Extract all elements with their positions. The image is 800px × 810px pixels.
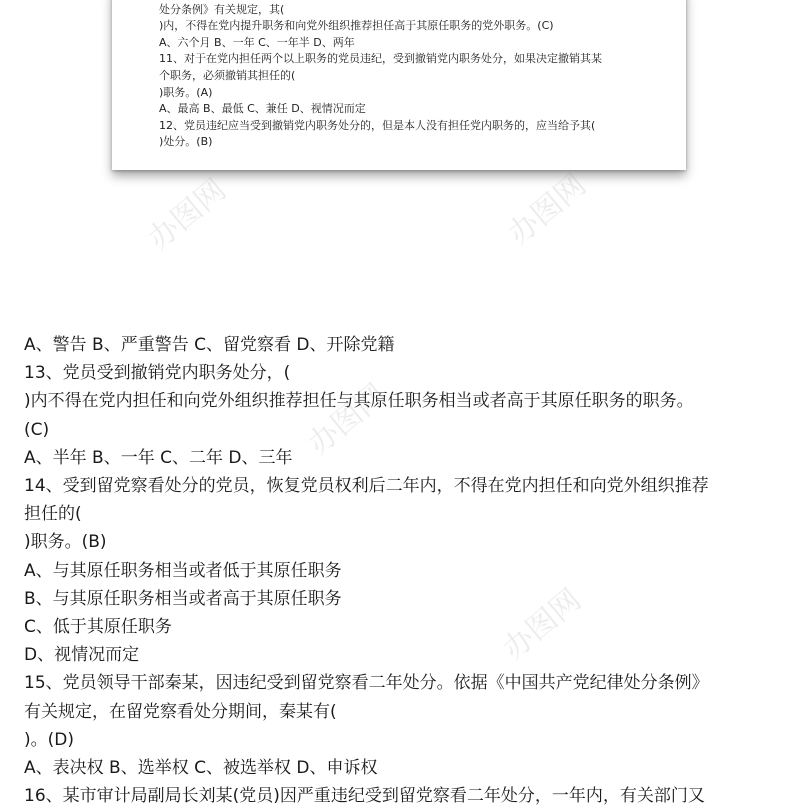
watermark: 办图网 (141, 172, 233, 258)
card-line: A、最高 B、最低 C、兼任 D、视情况而定 (159, 102, 366, 116)
document-preview-card (112, 0, 686, 170)
card-line: 11、对于在党内担任两个以上职务的党员违纪，受到撤销党内职务处分，如果决定撤销其某 (159, 52, 602, 66)
body-line: )内不得在党内担任和向党外组织推荐担任与其原任职务相当或者高于其原任职务的职务。 (24, 391, 694, 412)
body-line: )职务。(B) (24, 532, 107, 553)
body-line: D、视情况而定 (24, 645, 140, 666)
body-line: 担任的( (24, 504, 82, 525)
body-line: C、低于其原任职务 (24, 617, 172, 638)
body-line: 16、某市审计局副局长刘某(党员)因严重违纪受到留党察看二年处分，一年内，有关部门又 (24, 786, 705, 807)
document-body (24, 331, 786, 810)
body-line: A、警告 B、严重警告 C、留党察看 D、开除党籍 (24, 335, 395, 355)
card-line: 处分条例》有关规定，其( (159, 2, 285, 16)
body-line: B、与其原任职务相当或者高于其原任职务 (24, 588, 342, 609)
body-line: 15、党员领导干部秦某，因违纪受到留党察看二年处分。依据《中国共产党纪律处分条例》 (24, 673, 709, 694)
card-line: 个职务，必须撤销其担任的( (159, 68, 296, 82)
card-line: A、六个月 B、一年 C、一年半 D、两年 (159, 35, 355, 49)
body-line: 13、党员受到撤销党内职务处分，( (24, 363, 291, 384)
body-line: A、半年 B、一年 C、二年 D、三年 (24, 447, 293, 468)
card-text (159, 0, 666, 151)
body-line: )。(D) (24, 729, 74, 750)
body-line: A、表决权 B、选举权 C、被选举权 D、申诉权 (24, 758, 378, 779)
card-line: )处分。(B) (159, 135, 213, 149)
watermark: 办图网 (501, 167, 593, 253)
card-line: 12、党员违纪应当受到撤销党内职务处分的，但是本人没有担任党内职务的，应当给予其( (159, 118, 596, 132)
body-line: A、与其原任职务相当或者低于其原任职务 (24, 560, 342, 581)
watermark: 办图网 (301, 377, 393, 463)
body-line: 有关规定，在留党察看处分期间，秦某有( (24, 701, 337, 722)
body-line: 14、受到留党察看处分的党员，恢复党员权利后二年内，不得在党内担任和向党外组织推荐 (24, 476, 709, 497)
body-line: (C) (24, 419, 50, 440)
card-line: )职务。(A) (159, 85, 213, 99)
watermark: 办图网 (496, 582, 588, 668)
card-line: )内，不得在党内提升职务和向党外组织推荐担任高于其原任职务的党外职务。(C) (159, 19, 554, 33)
